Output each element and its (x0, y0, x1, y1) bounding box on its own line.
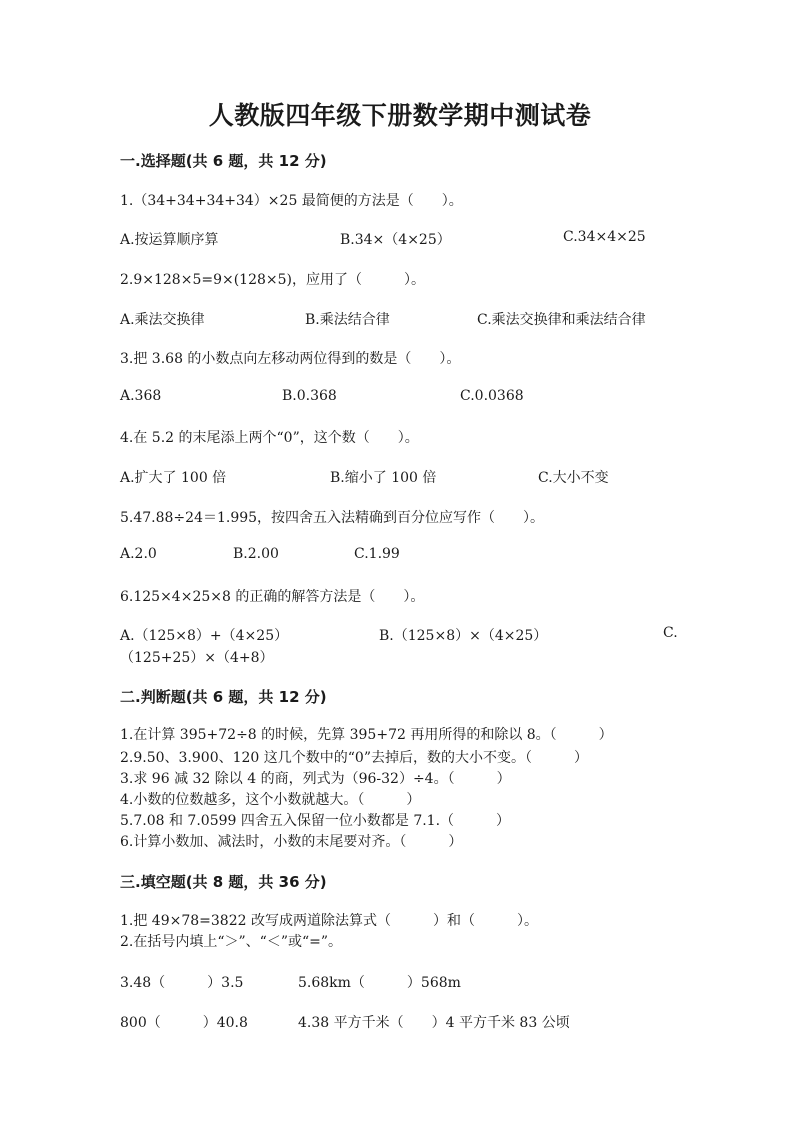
section-heading-judgement: 二.判断题(共 6 题，共 12 分) (120, 688, 327, 706)
choice-3-option-c: C.0.0368 (460, 388, 524, 404)
choice-1-option-b: B.34×（4×25） (340, 232, 451, 248)
compare-item-3: 800（ ）40.8 (120, 1015, 248, 1031)
judgement-item-6: 6.计算小数加、减法时，小数的末尾要对齐。（ ） (120, 834, 463, 850)
choice-4-option-c: C.大小不变 (538, 470, 609, 486)
judgement-item-4: 4.小数的位数越多，这个小数就越大。（ ） (120, 792, 421, 808)
section-heading-fill-blank: 三.填空题(共 8 题，共 36 分) (120, 873, 327, 891)
section-heading-choice: 一.选择题(共 6 题，共 12 分) (120, 152, 327, 170)
page-title: 人教版四年级下册数学期中测试卷 (208, 101, 592, 130)
choice-1-option-c: C.34×4×25 (563, 229, 646, 245)
fill-item-1: 1.把 49×78=3822 改写成两道除法算式（ ）和（ ）。 (120, 913, 538, 929)
choice-3-option-b: B.0.368 (282, 388, 337, 404)
choice-question-3: 3.把 3.68 的小数点向左移动两位得到的数是（ ）。 (120, 351, 461, 367)
choice-question-1: 1.（34+34+34+34）×25 最简便的方法是（ ）。 (120, 193, 463, 209)
judgement-item-5: 5.7.08 和 7.0599 四舍五入保留一位小数都是 7.1.（ ） (120, 813, 511, 829)
choice-2-option-c: C.乘法交换律和乘法结合律 (477, 312, 646, 328)
choice-5-option-c: C.1.99 (354, 546, 400, 562)
choice-question-6: 6.125×4×25×8 的正确的解答方法是（ ）。 (120, 589, 425, 605)
choice-5-option-a: A.2.0 (120, 546, 157, 562)
choice-3-option-a: A.368 (120, 388, 162, 404)
choice-question-4: 4.在 5.2 的末尾添上两个“0”，这个数（ ）。 (120, 430, 419, 446)
judgement-item-2: 2.9.50、3.900、120 这几个数中的“0”去掉后，数的大小不变。（ ） (120, 750, 589, 766)
choice-4-option-b: B.缩小了 100 倍 (330, 470, 437, 486)
choice-question-5: 5.47.88÷24＝1.995，按四舍五入法精确到百分位应写作（ ）。 (120, 510, 545, 526)
choice-6-option-b: B.（125×8）×（4×25） (379, 628, 548, 644)
choice-6-option-c-content: （125+25）×（4+8） (120, 650, 274, 666)
choice-2-option-a: A.乘法交换律 (120, 312, 205, 328)
choice-question-2: 2.9×128×5=9×(128×5)，应用了（ ）。 (120, 272, 426, 288)
fill-item-2: 2.在括号内填上“＞”、“＜”或“=”。 (120, 934, 343, 950)
choice-6-option-c: C. (663, 625, 678, 641)
choice-1-option-a: A.按运算顺序算 (120, 232, 219, 248)
compare-item-4: 4.38 平方千米（ ）4 平方千米 83 公顷 (298, 1015, 570, 1031)
judgement-item-3: 3.求 96 减 32 除以 4 的商，列式为（96-32）÷4。（ ） (120, 771, 511, 787)
compare-item-2: 5.68km（ ）568m (298, 975, 461, 991)
judgement-item-1: 1.在计算 395+72÷8 的时候，先算 395+72 再用所得的和除以 8。（ ） (120, 727, 613, 743)
choice-2-option-b: B.乘法结合律 (305, 312, 390, 328)
compare-item-1: 3.48（ ）3.5 (120, 975, 244, 991)
choice-4-option-a: A.扩大了 100 倍 (120, 470, 227, 486)
choice-6-option-a: A.（125×8）+（4×25） (120, 628, 289, 644)
choice-5-option-b: B.2.00 (233, 546, 279, 562)
